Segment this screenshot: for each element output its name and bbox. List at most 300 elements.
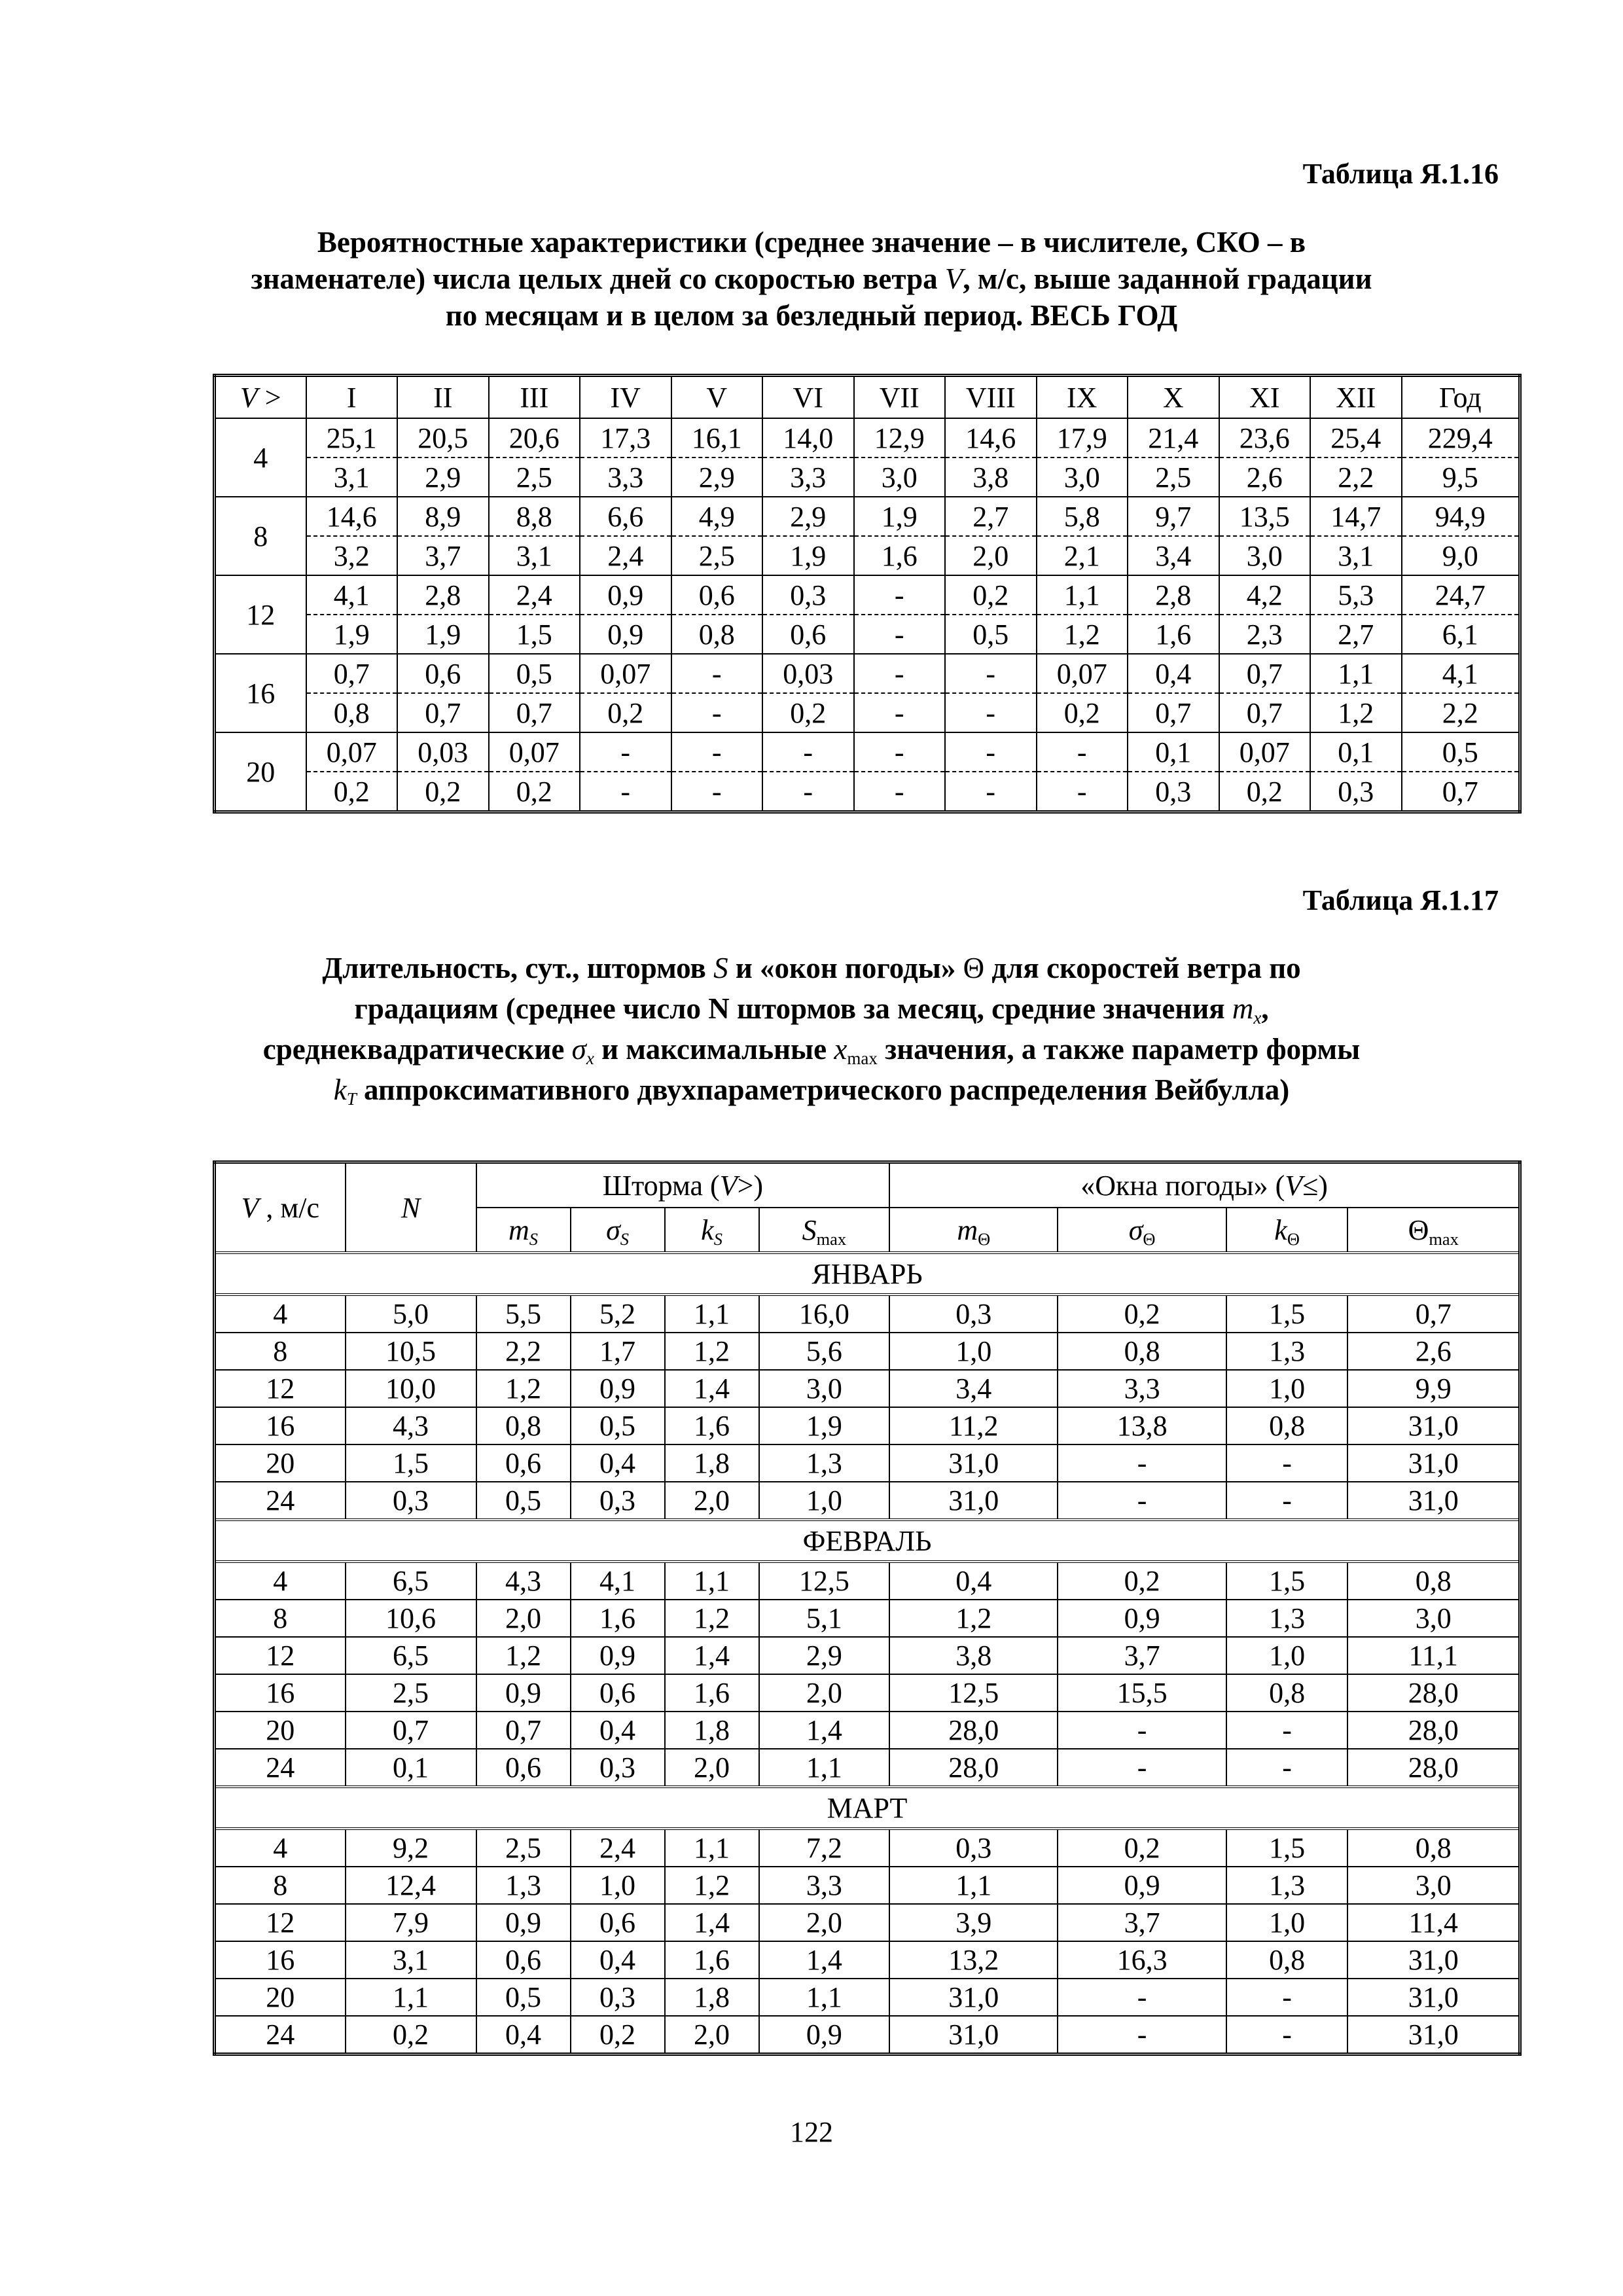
table-cell: 0,2 (346, 2016, 476, 2054)
table-cell: 1,3 (1226, 1333, 1348, 1370)
header-k-symbol: k (701, 1213, 714, 1246)
sd-cell: 1,2 (1310, 693, 1402, 732)
column-header: II (397, 376, 489, 419)
mean-cell: 4,1 (1402, 654, 1520, 693)
table-cell: 0,2 (1058, 1829, 1226, 1867)
table-cell: 0,1 (346, 1749, 476, 1787)
table-cell: 4 (215, 1829, 346, 1867)
sd-cell: 3,3 (580, 457, 671, 497)
header-smax (759, 1208, 890, 1253)
table-cell: 4,3 (476, 1562, 571, 1600)
header-mtheta (889, 1208, 1058, 1253)
table-cell: 11,4 (1347, 1904, 1520, 1941)
table-cell: 0,9 (476, 1674, 571, 1712)
mean-cell: 2,8 (1128, 575, 1219, 615)
table-cell: 2,6 (1347, 1333, 1520, 1370)
header-s-symbol: S (802, 1213, 817, 1246)
table-cell: 1,8 (665, 1979, 759, 2016)
sd-cell: 3,7 (397, 536, 489, 575)
table-cell: 1,1 (759, 1979, 890, 2016)
table-cell: 0,5 (476, 1979, 571, 2016)
table-cell: 3,7 (1058, 1637, 1226, 1674)
table-cell: 1,7 (571, 1333, 665, 1370)
caption-line: Вероятностные характеристики (среднее значение – в числителе, СКО – в (317, 226, 1306, 259)
sd-cell: 3,2 (306, 536, 398, 575)
sd-cell: 2,0 (945, 536, 1037, 575)
gradation-cell: 12 (215, 575, 306, 654)
table-cell: 16 (215, 1941, 346, 1979)
column-header: IV (580, 376, 671, 419)
mean-cell: 14,6 (306, 497, 398, 536)
table-cell: - (1226, 1712, 1348, 1749)
var-sub-max: max (847, 1049, 878, 1068)
sd-cell: 0,7 (1219, 693, 1311, 732)
table17-header-row-1 (215, 1162, 1520, 1208)
sd-cell: 2,9 (397, 457, 489, 497)
header-storms-v: V (719, 1169, 738, 1202)
table-cell: 1,2 (665, 1333, 759, 1370)
sd-cell: 3,1 (1310, 536, 1402, 575)
mean-cell: 0,4 (1128, 654, 1219, 693)
table-cell: 28,0 (1347, 1712, 1520, 1749)
table-cell: 12 (215, 1637, 346, 1674)
table-cell: 31,0 (1347, 1482, 1520, 1520)
sd-cell: 3,0 (1219, 536, 1311, 575)
header-ks (665, 1208, 759, 1253)
table-cell: 1,1 (889, 1867, 1058, 1904)
sd-cell: 1,9 (762, 536, 854, 575)
table-cell: 0,3 (889, 1295, 1058, 1333)
sd-cell: - (671, 693, 763, 732)
caption-text: и «окон погоды» (735, 952, 956, 984)
header-ms (476, 1208, 571, 1253)
table-cell: 13,8 (1058, 1407, 1226, 1444)
table-cell: 3,0 (1347, 1600, 1520, 1637)
table17-label: Таблица Я.1.17 (1302, 884, 1499, 916)
table-cell: 28,0 (889, 1712, 1058, 1749)
month-section-row (215, 1520, 1520, 1562)
table-cell: 4 (215, 1295, 346, 1333)
mean-cell: 229,4 (1402, 418, 1520, 457)
table-cell: 0,8 (476, 1407, 571, 1444)
mean-cell: - (945, 732, 1037, 772)
table-row-sd (215, 536, 1520, 575)
header-windows-text: «Окна погоды» ( (1080, 1169, 1285, 1202)
header-v-unit: , м/с (259, 1191, 319, 1224)
header-v (215, 376, 306, 419)
table-cell: 24 (215, 1482, 346, 1520)
sd-cell: 0,2 (1219, 772, 1311, 812)
header-sigma-theta (1058, 1208, 1226, 1253)
table-cell: - (1226, 1749, 1348, 1787)
table17-body (215, 1253, 1520, 2054)
mean-cell: 14,6 (945, 418, 1037, 457)
table-cell: 20 (215, 1712, 346, 1749)
sd-cell: 0,8 (671, 615, 763, 654)
table-cell: 2,0 (476, 1600, 571, 1637)
table-cell: 2,0 (665, 1482, 759, 1520)
table-cell: 2,0 (759, 1904, 890, 1941)
header-sub: S (713, 1229, 722, 1249)
sd-cell: - (854, 772, 946, 812)
table-cell: 0,9 (571, 1637, 665, 1674)
table16-header-row (215, 376, 1520, 419)
table-row (215, 1904, 1520, 1941)
table-cell: 2,2 (476, 1333, 571, 1370)
table-cell: 31,0 (889, 2016, 1058, 2054)
table-cell: 1,9 (759, 1407, 890, 1444)
table-cell: 0,5 (476, 1482, 571, 1520)
mean-cell: 0,03 (397, 732, 489, 772)
table-cell: 28,0 (1347, 1674, 1520, 1712)
header-n-symbol: N (401, 1191, 421, 1224)
sd-cell: 3,0 (1037, 457, 1128, 497)
table-cell: 8 (215, 1867, 346, 1904)
table-cell: 0,6 (476, 1749, 571, 1787)
table-cell: 20 (215, 1444, 346, 1482)
sd-cell: 2,4 (580, 536, 671, 575)
table-cell: 0,2 (571, 2016, 665, 2054)
sd-cell: 0,2 (489, 772, 580, 812)
table-cell: 1,4 (665, 1370, 759, 1407)
caption-text: знаменателе) числа целых дней со скоростью ветра (251, 262, 938, 295)
table-cell: 1,0 (571, 1867, 665, 1904)
caption-line (196, 260, 1427, 297)
table-cell: 16,0 (759, 1295, 890, 1333)
table-cell: - (1226, 2016, 1348, 2054)
mean-cell: - (854, 654, 946, 693)
sd-cell: 0,2 (306, 772, 398, 812)
table-cell: 9,2 (346, 1829, 476, 1867)
table-cell: - (1058, 1444, 1226, 1482)
table-row-mean (215, 418, 1520, 457)
mean-cell: - (854, 732, 946, 772)
table-cell: - (1226, 1482, 1348, 1520)
sd-cell: 0,3 (1310, 772, 1402, 812)
table-cell: 0,3 (571, 1749, 665, 1787)
table-cell: 1,4 (759, 1941, 890, 1979)
column-header: V (671, 376, 763, 419)
table-cell: 3,1 (346, 1941, 476, 1979)
header-sigma-symbol: σ (1128, 1213, 1143, 1246)
header-v-op: > (257, 381, 281, 414)
table-cell: 31,0 (889, 1482, 1058, 1520)
mean-cell: 8,8 (489, 497, 580, 536)
column-header: VI (762, 376, 854, 419)
mean-cell: 23,6 (1219, 418, 1311, 457)
table-cell: 28,0 (889, 1749, 1058, 1787)
table-cell: 31,0 (1347, 1407, 1520, 1444)
table-cell: 2,0 (665, 1749, 759, 1787)
mean-cell: 0,5 (489, 654, 580, 693)
sd-cell: - (854, 693, 946, 732)
table-row (215, 1867, 1520, 1904)
table-cell: 1,8 (665, 1712, 759, 1749)
mean-cell: 0,6 (397, 654, 489, 693)
sd-cell: - (580, 772, 671, 812)
sd-cell: 2,1 (1037, 536, 1128, 575)
table-row (215, 1829, 1520, 1867)
sd-cell: 0,5 (945, 615, 1037, 654)
table-cell: - (1058, 1712, 1226, 1749)
table-cell: 1,6 (665, 1407, 759, 1444)
table-cell: 12,5 (889, 1674, 1058, 1712)
column-header: VII (854, 376, 946, 419)
mean-cell: 0,1 (1310, 732, 1402, 772)
table-row (215, 1674, 1520, 1712)
table-row (215, 1407, 1520, 1444)
header-sigma-s (571, 1208, 665, 1253)
table-cell: 0,3 (889, 1829, 1058, 1867)
table-cell: 11,1 (1347, 1637, 1520, 1674)
sd-cell: 0,2 (580, 693, 671, 732)
table-cell: 1,0 (759, 1482, 890, 1520)
mean-cell: 20,5 (397, 418, 489, 457)
header-m-symbol: m (957, 1213, 978, 1246)
table-cell: 1,3 (1226, 1600, 1348, 1637)
table-cell: 7,9 (346, 1904, 476, 1941)
table-cell: 28,0 (1347, 1749, 1520, 1787)
caption-text: среднеквадратические (262, 1033, 565, 1066)
table-cell: - (1226, 1444, 1348, 1482)
mean-cell: 8,9 (397, 497, 489, 536)
table-cell: 1,2 (476, 1637, 571, 1674)
sd-cell: 0,7 (489, 693, 580, 732)
mean-cell: 12,9 (854, 418, 946, 457)
caption-text: градациям (среднее число N штормов за месяц, средние значения (354, 992, 1225, 1025)
sd-cell: 1,6 (854, 536, 946, 575)
month-section-title: МАРТ (215, 1787, 1520, 1829)
table-cell: 2,0 (665, 2016, 759, 2054)
table-cell: - (1058, 1749, 1226, 1787)
sd-cell: 2,2 (1310, 457, 1402, 497)
mean-cell: - (580, 732, 671, 772)
table-cell: 31,0 (889, 1444, 1058, 1482)
table-cell: 11,2 (889, 1407, 1058, 1444)
mean-cell: 2,8 (397, 575, 489, 615)
table17 (213, 1160, 1522, 2056)
column-header: I (306, 376, 398, 419)
table-row-mean (215, 575, 1520, 615)
mean-cell: 2,4 (489, 575, 580, 615)
header-v-symbol: V (241, 1191, 259, 1224)
table-cell: 13,2 (889, 1941, 1058, 1979)
mean-cell: 2,7 (945, 497, 1037, 536)
mean-cell: - (671, 654, 763, 693)
table-cell: 0,8 (1058, 1333, 1226, 1370)
mean-cell: 0,07 (1037, 654, 1128, 693)
table-cell: 12 (215, 1370, 346, 1407)
var-sigma: σ (571, 1033, 586, 1066)
sd-cell: 2,5 (671, 536, 763, 575)
sd-cell: 0,3 (1128, 772, 1219, 812)
table-cell: 1,1 (759, 1749, 890, 1787)
sd-cell: 2,7 (1310, 615, 1402, 654)
table-row-mean (215, 497, 1520, 536)
mean-cell: 9,7 (1128, 497, 1219, 536)
table-cell: 1,8 (665, 1444, 759, 1482)
caption-text: Длительность, сут., штормов (322, 952, 706, 984)
header-theta-symbol: Θ (1408, 1213, 1429, 1246)
table-cell: 16 (215, 1674, 346, 1712)
mean-cell: 1,1 (1310, 654, 1402, 693)
gradation-cell: 16 (215, 654, 306, 732)
header-v-symbol: V (240, 381, 258, 414)
table-cell: 0,5 (571, 1407, 665, 1444)
table16-body (215, 418, 1520, 812)
table-cell: 0,4 (476, 2016, 571, 2054)
table-cell: 0,6 (571, 1904, 665, 1941)
column-header: III (489, 376, 580, 419)
mean-cell: 21,4 (1128, 418, 1219, 457)
var-sub-t: T (346, 1089, 357, 1109)
sd-cell: 2,2 (1402, 693, 1520, 732)
caption-text: , м/с, выше заданной градации (963, 262, 1372, 295)
table-cell: 15,5 (1058, 1674, 1226, 1712)
table-cell: 2,5 (346, 1674, 476, 1712)
table-cell: 1,0 (1226, 1637, 1348, 1674)
mean-cell: 94,9 (1402, 497, 1520, 536)
header-ktheta (1226, 1208, 1348, 1253)
table-cell: 0,9 (759, 2016, 890, 2054)
table-cell: 0,7 (1347, 1295, 1520, 1333)
table-cell: 3,7 (1058, 1904, 1226, 1941)
table-cell: 1,5 (1226, 1295, 1348, 1333)
header-windows-close: ≤) (1302, 1169, 1328, 1202)
header-thetamax (1347, 1208, 1520, 1253)
header-windows-v: V (1285, 1169, 1303, 1202)
table-cell: 12,4 (346, 1867, 476, 1904)
table-row (215, 1482, 1520, 1520)
table-cell: 0,7 (346, 1712, 476, 1749)
sd-cell: 1,9 (306, 615, 398, 654)
sd-cell: 2,9 (671, 457, 763, 497)
table-cell: 20 (215, 1979, 346, 2016)
header-sub: max (816, 1229, 847, 1249)
caption-text: и максимальные (601, 1033, 827, 1066)
sd-cell: 0,7 (1402, 772, 1520, 812)
table-cell: 0,7 (476, 1712, 571, 1749)
mean-cell: 13,5 (1219, 497, 1311, 536)
mean-cell: 0,6 (671, 575, 763, 615)
column-header: XI (1219, 376, 1311, 419)
table-cell: 1,5 (1226, 1562, 1348, 1600)
table-row-mean (215, 654, 1520, 693)
table-cell: 1,3 (759, 1444, 890, 1482)
mean-cell: 14,7 (1310, 497, 1402, 536)
table-row (215, 1333, 1520, 1370)
table-cell: 0,3 (346, 1482, 476, 1520)
table-cell: 1,1 (346, 1979, 476, 2016)
caption-text: значения, а также параметр формы (885, 1033, 1361, 1066)
table-cell: 0,8 (1226, 1407, 1348, 1444)
table-cell: 1,2 (476, 1370, 571, 1407)
table-cell: 31,0 (1347, 1444, 1520, 1482)
header-sigma-symbol: σ (606, 1213, 620, 1246)
table-cell: 16 (215, 1407, 346, 1444)
sd-cell: - (945, 772, 1037, 812)
table-cell: 3,3 (759, 1867, 890, 1904)
table-cell: 0,4 (571, 1444, 665, 1482)
mean-cell: 0,07 (306, 732, 398, 772)
table-cell: 0,8 (1347, 1562, 1520, 1600)
table-cell: 0,8 (1226, 1674, 1348, 1712)
page-number: 122 (790, 2116, 833, 2148)
table-cell: 0,2 (1058, 1562, 1226, 1600)
mean-cell: 0,07 (489, 732, 580, 772)
table-cell: 9,9 (1347, 1370, 1520, 1407)
sd-cell: 3,0 (854, 457, 946, 497)
header-windows (889, 1162, 1520, 1208)
table-cell: 3,0 (759, 1370, 890, 1407)
table-row (215, 1941, 1520, 1979)
sd-cell: 0,2 (1037, 693, 1128, 732)
sd-cell: 3,3 (762, 457, 854, 497)
table-cell: 1,1 (665, 1295, 759, 1333)
table-row-sd (215, 772, 1520, 812)
table-cell: 1,0 (889, 1333, 1058, 1370)
caption-text: аппроксимативного двухпараметрического распределения Вейбулла) (363, 1073, 1290, 1106)
table-cell: 10,0 (346, 1370, 476, 1407)
sd-cell: 3,1 (306, 457, 398, 497)
table-cell: 31,0 (889, 1979, 1058, 2016)
mean-cell: 25,4 (1310, 418, 1402, 457)
table-row (215, 1637, 1520, 1674)
table-cell: 1,0 (1226, 1370, 1348, 1407)
table-cell: 1,1 (665, 1562, 759, 1600)
mean-cell: 0,07 (1219, 732, 1311, 772)
var-v: V (944, 262, 963, 295)
var-theta: Θ (963, 952, 985, 984)
table-row (215, 1712, 1520, 1749)
table-cell: 5,0 (346, 1295, 476, 1333)
var-x: x (834, 1033, 847, 1066)
sd-cell: 3,8 (945, 457, 1037, 497)
table-cell: 0,9 (1058, 1600, 1226, 1637)
table-cell: 3,9 (889, 1904, 1058, 1941)
mean-cell: 1,1 (1037, 575, 1128, 615)
var-s: S (713, 952, 728, 984)
sd-cell: 2,3 (1219, 615, 1311, 654)
table-cell: 1,6 (665, 1674, 759, 1712)
table-cell: 1,6 (665, 1941, 759, 1979)
column-header: Год (1402, 376, 1520, 419)
table-cell: 24 (215, 2016, 346, 2054)
var-m: m (1232, 992, 1254, 1025)
table-cell: 5,6 (759, 1333, 890, 1370)
table-cell: 1,3 (476, 1867, 571, 1904)
table-cell: 8 (215, 1333, 346, 1370)
table-cell: 12 (215, 1904, 346, 1941)
table-cell: 4 (215, 1562, 346, 1600)
table-cell: 3,0 (1347, 1867, 1520, 1904)
table16 (213, 374, 1522, 814)
table-cell: 0,4 (889, 1562, 1058, 1600)
header-n (346, 1162, 476, 1253)
sd-cell: 9,5 (1402, 457, 1520, 497)
mean-cell: 14,0 (762, 418, 854, 457)
sd-cell: 9,0 (1402, 536, 1520, 575)
header-storms (476, 1162, 890, 1208)
table-row (215, 1370, 1520, 1407)
mean-cell: 0,7 (306, 654, 398, 693)
gradation-cell: 20 (215, 732, 306, 812)
table16-label: Таблица Я.1.16 (1302, 158, 1499, 190)
var-k: k (333, 1073, 347, 1106)
sd-cell: - (854, 615, 946, 654)
mean-cell: 0,9 (580, 575, 671, 615)
sd-cell: 1,5 (489, 615, 580, 654)
